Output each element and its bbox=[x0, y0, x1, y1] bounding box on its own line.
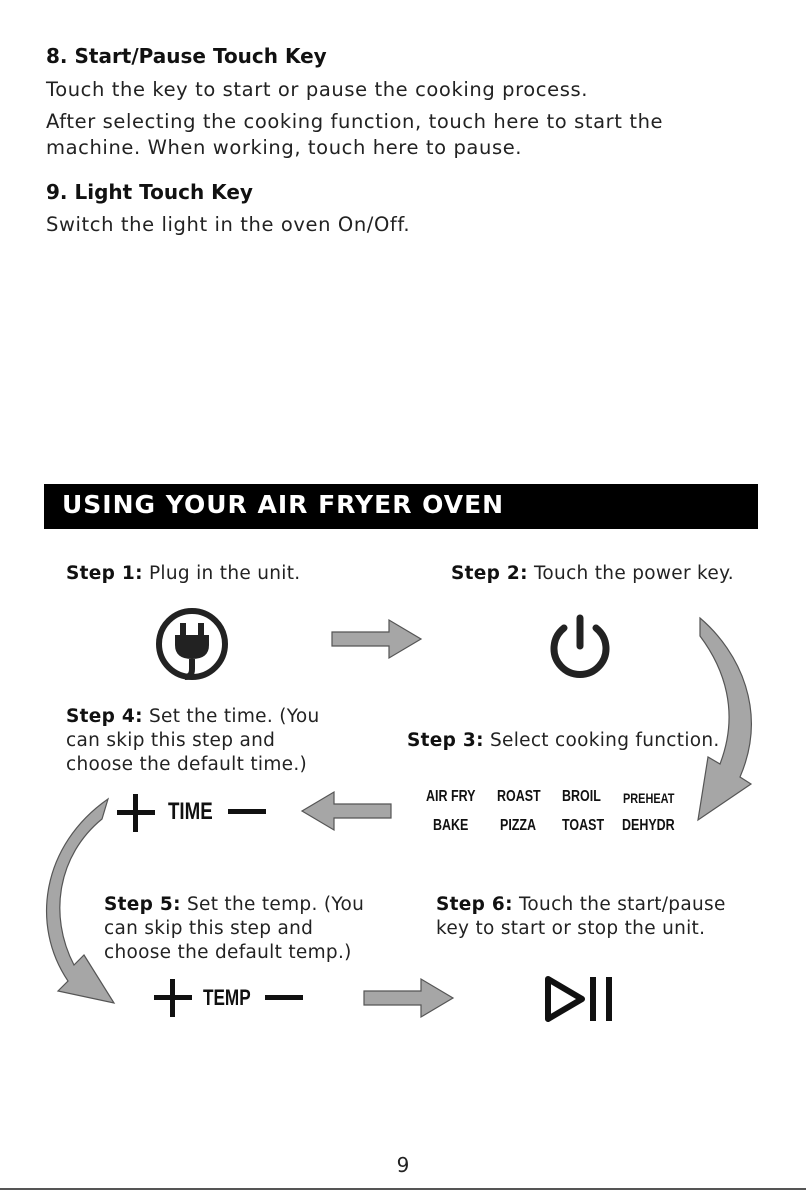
step-5-line-2: can skip this step and bbox=[104, 918, 314, 939]
step-6-line-2: key to start or stop the unit. bbox=[436, 918, 706, 939]
step-5-line-3: choose the default temp.) bbox=[104, 942, 352, 963]
step-4-line-3: choose the default time.) bbox=[66, 754, 308, 775]
section-8-line-2: After selecting the cooking function, touch here to start the bbox=[46, 110, 664, 133]
page-number: 9 bbox=[396, 1153, 410, 1177]
power-icon bbox=[546, 614, 614, 680]
step-2-text bbox=[451, 562, 734, 586]
function-broil: BROIL bbox=[562, 788, 601, 805]
banner-title: USING YOUR AIR FRYER OVEN bbox=[62, 490, 505, 519]
function-bake: BAKE bbox=[433, 817, 469, 834]
step-5-line-1: Set the temp. (You bbox=[186, 894, 365, 915]
arrow-curved-down-icon bbox=[690, 612, 765, 826]
step-1-desc: Plug in the unit. bbox=[148, 563, 301, 584]
step-4-text bbox=[66, 705, 320, 777]
step-3-text bbox=[407, 729, 720, 753]
arrow-right-icon bbox=[331, 618, 423, 660]
function-toast: TOAST bbox=[562, 817, 605, 834]
step-6-label: Step 6: bbox=[436, 894, 513, 915]
step-6-text bbox=[436, 893, 726, 941]
section-banner bbox=[44, 484, 758, 529]
temp-minus-icon bbox=[265, 995, 303, 1000]
step-5-text bbox=[104, 893, 364, 965]
time-plus-icon bbox=[116, 793, 156, 833]
function-preheat: PREHEAT bbox=[623, 790, 675, 806]
section-9-line-1: Switch the light in the oven On/Off. bbox=[46, 213, 411, 236]
step-4-line-1: Set the time. (You bbox=[148, 706, 320, 727]
step-2-desc: Touch the power key. bbox=[533, 563, 734, 584]
time-minus-icon bbox=[228, 809, 266, 814]
arrow-left-icon bbox=[300, 790, 392, 832]
function-roast: ROAST bbox=[497, 788, 541, 805]
step-3-desc: Select cooking function. bbox=[489, 730, 720, 751]
step-1-label: Step 1: bbox=[66, 563, 143, 584]
function-dehydr: DEHYDR bbox=[622, 817, 675, 834]
step-4-line-2: can skip this step and bbox=[66, 730, 276, 751]
section-8-line-1: Touch the key to start or pause the cooking process. bbox=[46, 78, 589, 101]
section-8-line-3: machine. When working, touch here to pause. bbox=[46, 136, 523, 159]
arrow-right-2-icon bbox=[363, 977, 455, 1019]
section-8-heading: 8. Start/Pause Touch Key bbox=[46, 44, 327, 68]
step-4-label: Step 4: bbox=[66, 706, 143, 727]
function-pizza: PIZZA bbox=[500, 817, 537, 834]
play-pause-icon bbox=[544, 975, 616, 1023]
step-2-label: Step 2: bbox=[451, 563, 528, 584]
bottom-rule bbox=[0, 1188, 806, 1190]
time-label: TIME bbox=[168, 798, 213, 825]
temp-label: TEMP bbox=[203, 985, 251, 1010]
step-1-text bbox=[66, 562, 300, 586]
step-3-label: Step 3: bbox=[407, 730, 484, 751]
plug-icon bbox=[155, 607, 229, 681]
function-air-fry: AIR FRY bbox=[426, 788, 476, 805]
step-5-label: Step 5: bbox=[104, 894, 181, 915]
section-9-heading: 9. Light Touch Key bbox=[46, 180, 253, 204]
step-6-line-1: Touch the start/pause bbox=[518, 894, 726, 915]
temp-plus-icon bbox=[153, 978, 193, 1018]
